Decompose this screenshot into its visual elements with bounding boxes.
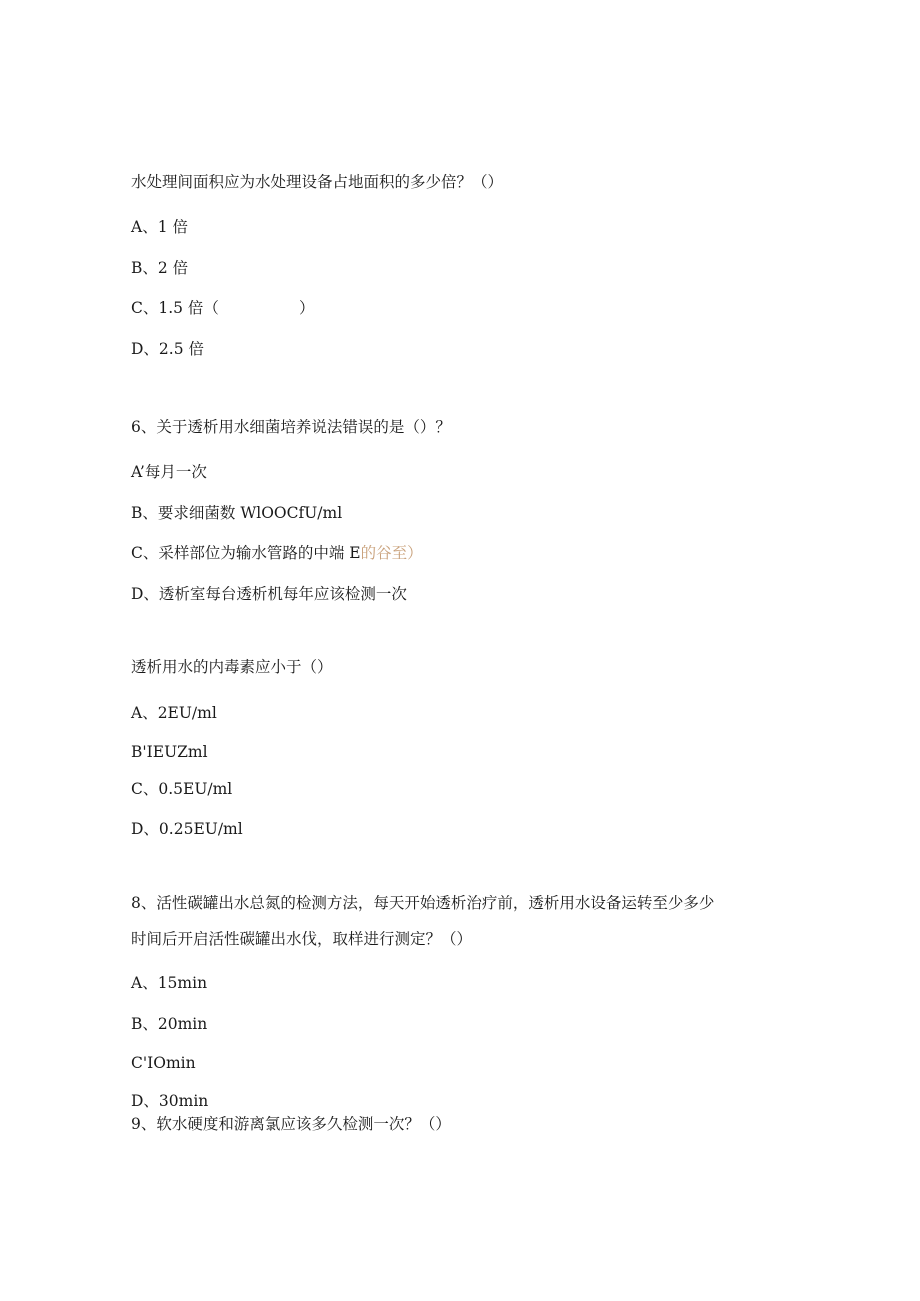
question-6-option-c-tail: 的谷至） — [360, 544, 423, 562]
question-6-option-d: D、透析室每台透析机每年应该检测一次 — [131, 585, 407, 603]
question-7-option-b: B'IEUZml — [131, 743, 208, 761]
question-1-stem: 水处理间面积应为水处理设备占地面积的多少倍？（） — [131, 173, 504, 191]
question-1-option-c-close: ） — [298, 299, 315, 317]
question-8-stem-line-1: 8、活性碳罐出水总氮的检测方法，每天开始透析治疗前，透析用水设备运转至少多少 — [131, 894, 715, 912]
question-6-stem: 6、关于透析用水细菌培养说法错误的是（）？ — [131, 418, 451, 436]
question-6-option-c-text: C、采样部位为输水管路的中端 E — [131, 544, 361, 562]
question-8-option-c: C'IOmin — [131, 1054, 196, 1072]
question-8-option-d: D、30min — [131, 1092, 209, 1110]
question-7-option-c: C、0.5EU∕ml — [131, 780, 233, 798]
question-7-option-d: D、0.25EU∕ml — [131, 820, 243, 838]
question-6-option-b: B、要求细菌数 WlOOCfU/ml — [131, 504, 343, 522]
question-6-option-c — [131, 543, 423, 563]
question-6-option-a: A’每月一次 — [131, 463, 207, 481]
question-8-stem-line-2: 时间后开启活性碳罐出水伐，取样进行测定？（） — [131, 930, 473, 948]
question-8-option-a: A、15min — [131, 974, 208, 992]
question-1-option-b: B、2 倍 — [131, 259, 189, 277]
question-1-option-a: A、1 倍 — [131, 218, 188, 236]
question-9-stem: 9、软水硬度和游离氯应该多久检测一次？（） — [131, 1115, 451, 1133]
question-8-option-b: B、20min — [131, 1015, 208, 1033]
question-1-option-c-text: C、1.5 倍（ — [131, 299, 219, 317]
question-7-option-a: A、2EU∕ml — [131, 704, 217, 722]
question-1-option-c — [131, 298, 314, 318]
question-1-option-d: D、2.5 倍 — [131, 340, 205, 358]
question-7-stem: 透析用水的内毒素应小于（） — [131, 658, 333, 676]
